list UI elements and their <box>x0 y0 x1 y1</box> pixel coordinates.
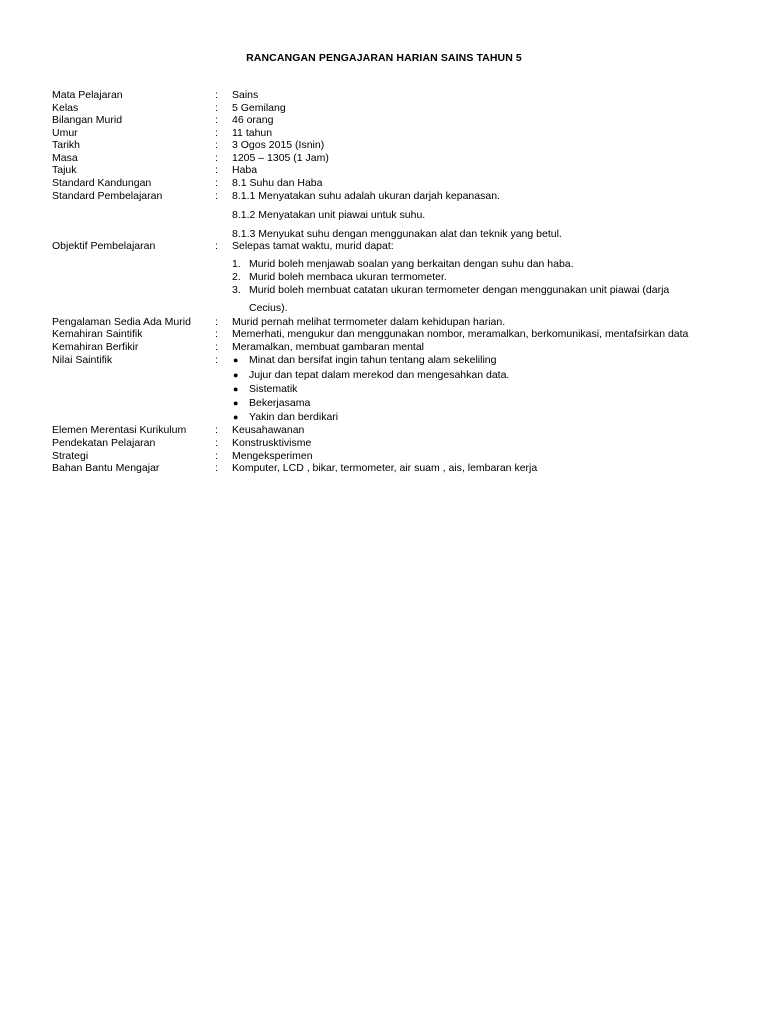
colon: : <box>215 341 218 353</box>
standard-pembelajaran-item: 8.1.3 Menyukat suhu dengan menggunakan alat dan teknik yang betul. <box>232 228 562 240</box>
objektif-item: Murid boleh membuat catatan ukuran termometer dengan menggunakan unit piawai (darja <box>249 284 670 296</box>
nilai-item: Minat dan bersifat ingin tahun tentang alam sekeliling <box>249 354 497 366</box>
nilai-item: Jujur dan tepat dalam merekod dan mengesahkan data. <box>249 369 510 381</box>
label-tarikh: Tarikh <box>52 139 81 151</box>
objektif-item-continuation: Cecius). <box>249 302 288 314</box>
colon: : <box>215 102 218 114</box>
colon: : <box>215 437 218 449</box>
value-tarikh: 3 Ogos 2015 (Isnin) <box>232 139 325 151</box>
nilai-item: Yakin dan berdikari <box>249 411 339 423</box>
value-kemahiran-saintifik: Memerhati, mengukur dan menggunakan nombor, meramalkan, berkomunikasi, mentafsirkan data <box>232 328 689 340</box>
colon: : <box>215 328 218 340</box>
colon: : <box>215 190 218 202</box>
colon: : <box>215 424 218 436</box>
colon: : <box>215 89 218 101</box>
value-pendekatan: Konstrusktivisme <box>232 437 312 449</box>
objektif-item: Murid boleh menjawab soalan yang berkaitan dengan suhu dan haba. <box>249 258 574 270</box>
value-mata-pelajaran: Sains <box>232 89 259 101</box>
label-masa: Masa <box>52 152 78 164</box>
objektif-number: 1. <box>232 258 241 270</box>
label-umur: Umur <box>52 127 78 139</box>
label-kelas: Kelas <box>52 102 79 114</box>
label-pendekatan: Pendekatan Pelajaran <box>52 437 156 449</box>
value-tajuk: Haba <box>232 164 258 176</box>
label-bahan: Bahan Bantu Mengajar <box>52 462 160 474</box>
nilai-item: Sistematik <box>249 383 298 395</box>
bullet-icon: ● <box>233 355 239 365</box>
label-nilai-saintifik: Nilai Saintifik <box>52 354 113 366</box>
colon: : <box>215 462 218 474</box>
standard-pembelajaran-item: 8.1.1 Menyatakan suhu adalah ukuran darjah kepanasan. <box>232 190 500 202</box>
colon: : <box>215 139 218 151</box>
colon: : <box>215 177 218 189</box>
colon: : <box>215 127 218 139</box>
value-strategi: Mengeksperimen <box>232 450 313 462</box>
colon: : <box>215 354 218 366</box>
value-kemahiran-berfikir: Meramalkan, membuat gambaran mental <box>232 341 425 353</box>
value-bilangan-murid: 46 orang <box>232 114 274 126</box>
label-kemahiran-berfikir: Kemahiran Berfikir <box>52 341 139 353</box>
bullet-icon: ● <box>233 384 239 394</box>
nilai-item: Bekerjasama <box>249 397 311 409</box>
value-standard-kandungan: 8.1 Suhu dan Haba <box>232 177 323 189</box>
value-umur: 11 tahun <box>232 127 273 139</box>
value-masa: 1205 – 1305 (1 Jam) <box>232 152 329 164</box>
bullet-icon: ● <box>233 412 239 422</box>
colon: : <box>215 164 218 176</box>
value-pengalaman: Murid pernah melihat termometer dalam kehidupan harian. <box>232 316 506 328</box>
label-objektif-pembelajaran: Objektif Pembelajaran <box>52 240 156 252</box>
document-title: RANCANGAN PENGAJARAN HARIAN SAINS TAHUN 5 <box>246 52 522 64</box>
value-kelas: 5 Gemilang <box>232 102 286 114</box>
label-elemen: Elemen Merentasi Kurikulum <box>52 424 187 436</box>
objektif-number: 3. <box>232 284 241 296</box>
label-strategi: Strategi <box>52 450 89 462</box>
label-mata-pelajaran: Mata Pelajaran <box>52 89 123 101</box>
colon: : <box>215 450 218 462</box>
colon: : <box>215 316 218 328</box>
objektif-item: Murid boleh membaca ukuran termometer. <box>249 271 447 283</box>
colon: : <box>215 114 218 126</box>
value-elemen: Keusahawanan <box>232 424 305 436</box>
standard-pembelajaran-item: 8.1.2 Menyatakan unit piawai untuk suhu. <box>232 209 426 221</box>
bullet-icon: ● <box>233 398 239 408</box>
objektif-number: 2. <box>232 271 241 283</box>
label-tajuk: Tajuk <box>52 164 77 176</box>
colon: : <box>215 152 218 164</box>
label-standard-kandungan: Standard Kandungan <box>52 177 152 189</box>
objektif-intro: Selepas tamat waktu, murid dapat: <box>232 240 394 252</box>
label-bilangan-murid: Bilangan Murid <box>52 114 123 126</box>
label-pengalaman: Pengalaman Sedia Ada Murid <box>52 316 191 328</box>
colon: : <box>215 240 218 252</box>
label-standard-pembelajaran: Standard Pembelajaran <box>52 190 163 202</box>
label-kemahiran-saintifik: Kemahiran Saintifik <box>52 328 143 340</box>
value-bahan: Komputer, LCD , bikar, termometer, air suam , ais, lembaran kerja <box>232 462 538 474</box>
bullet-icon: ● <box>233 370 239 380</box>
